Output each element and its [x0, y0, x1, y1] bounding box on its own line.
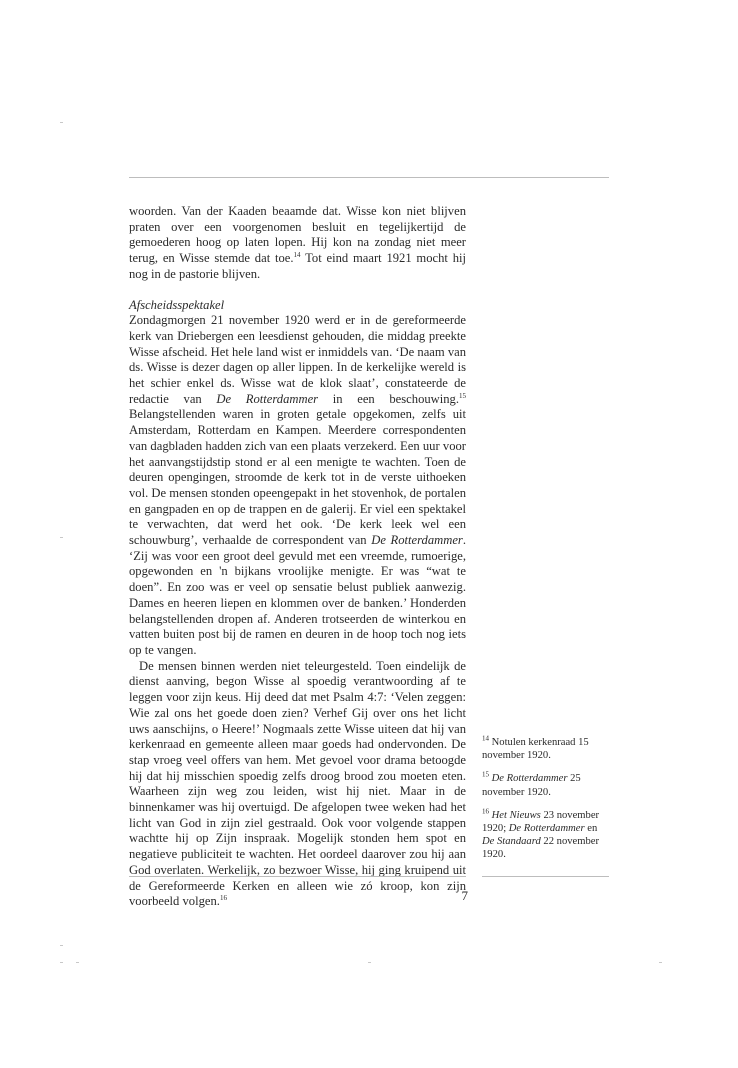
footnote-ref-15: 15 [459, 391, 466, 400]
crop-mark [60, 945, 63, 946]
section-gap [129, 283, 466, 298]
page-number: 7 [461, 888, 468, 903]
paragraph-2-text-d: . ‘Zij was voor een groot deel gevuld met een vreemde, rumoerige, opgewonden en 'n bijkans vroolijke menigte. Er was “wat te doen”. En zoo was er veel op sensatie belust publiek aanwezig. Dames en heeren liepen en klommen over de banken.’ Honderden belangstellenden dropen af. Anderen trotseerden de winterkou en vatten buiten post bij de ramen en deuren in de hoop toch nog iets op te vangen. [129, 533, 466, 657]
footer-rule-main [129, 876, 466, 877]
footnote-15 [482, 772, 610, 798]
crop-mark [60, 962, 63, 963]
footnote-16-text-2: en [584, 823, 598, 835]
paragraph-2-text-a: Zondagmorgen 21 november 1920 werd er in de gereformeerde kerk van Driebergen een leesdienst gehouden, die middag preekte Wisse afscheid. Het hele land wist er inmiddels van. ‘De naam van ds. Wisse is dezer dagen op aller lippen. In de kerkelijke wereld is het schier enkel ds. Wisse wat de klok slaat’, constateerde de redactie van [129, 313, 466, 406]
footnote-ref-16: 16 [219, 894, 227, 903]
crop-mark [368, 962, 371, 963]
crop-mark [60, 122, 63, 123]
footnotes-column [482, 736, 610, 872]
main-text-column [129, 204, 466, 910]
footnote-ref-14: 14 [293, 250, 301, 259]
footnote-16-text-1: 23 november 1920; [482, 809, 600, 835]
paragraph-1 [129, 204, 466, 283]
crop-mark [76, 962, 79, 963]
footnote-14-number: 14 [482, 734, 489, 743]
paragraph-1-text: woorden. Van der Kaaden beaamde dat. Wisse kon niet blijven praten over een voorgenomen besluit en tegelijkertijd de gemoederen hoog op laten lopen. Hij kon na zondag niet meer terug, en Wisse stemde dat toe. [129, 204, 466, 266]
footnote-16-title-3: De Standaard [482, 836, 541, 848]
paragraph-3-text: De mensen binnen werden niet teleurgesteld. Toen eindelijk de dienst aanving, begon Wisse al spoedig verantwoording af te leggen voor zijn keus. Hij deed dat met Psalm 4:7: ‘Velen zeggen: Wie zal ons het goede doen zien? Verhef Gij over ons het licht uws aanschijns, o Heere!’ Nogmaals zette Wisse uiteen dat hij van kerkenraad en gemeente alleen maar goeds had ondervonden. De stap vroeg veel offers van hem. Met gevoel voor drama betoogde hij dat hij misschien spoedig zelfs droog brood zou moeten eten. Waarheen zijn weg zou leiden, wist hij niet. Maar in de binnenkamer was hij overtuigd. De afgelopen twee weken had het licht van God in zijn ziel gestraald. Ook voor volgende stappen wachtte hij op Zijn inspraak. Mogelijk stonden hem spot en negatieve publiciteit te wachten. Het oordeel daarover zou hij aan God overlaten. Werkelijk, zo bezwoer Wisse, hij ging kruipend uit de Gereformeerde Kerken en alleen wie zó kroop, kon zijn voorbeeld volgen. [129, 658, 466, 909]
section-heading: Afscheidsspektakel [129, 297, 225, 312]
footnote-16-title-1: Het Nieuws [491, 809, 541, 821]
footnote-16-number: 16 [482, 807, 489, 816]
crop-mark [60, 537, 63, 538]
footnote-16 [482, 809, 610, 862]
paragraph-2-title-1: De Rotterdammer [216, 391, 319, 406]
header-rule [129, 177, 609, 178]
crop-mark [659, 962, 662, 963]
footnote-16-text-3: 22 november 1920. [482, 836, 600, 861]
footnote-15-number: 15 [482, 770, 489, 779]
footnote-15-title: De Rotterdammer [491, 773, 568, 785]
footnote-14-text: Notulen kerkenraad 15 november 1920. [482, 737, 589, 762]
paragraph-2-title-2: De Rotterdammer [371, 533, 463, 548]
paragraph-2 [129, 313, 466, 658]
paragraph-2-text-b: in een beschouwing. [318, 391, 459, 406]
footnote-14 [482, 736, 610, 762]
footnote-16-title-2: De Rotterdammer [508, 823, 585, 835]
paragraph-2-text-c: Belangstellenden waren in groten getale opgekomen, zelfs uit Amsterdam, Rotterdam en Kampen. Meerdere correspondenten van dagbladen hadden zich van een plaats verzekerd. Een uur voor het aanvangstijdstip stond er al een menigte te wachten. Toen de deuren opengingen, stroomde de kerk tot in de verste uithoeken vol. De mensen stonden opeengepakt in het stovenhok, de portalen en gangpaden en op de trappen en de galerij. Er viel een spektakel te verwachten, dat werd het ook. ‘De kerk leek wel een schouwburg’, verhaalde de correspondent van [129, 407, 466, 548]
footnote-15-text: 25 november 1920. [482, 773, 581, 798]
paragraph-3 [129, 659, 466, 910]
footer-rule-notes [482, 876, 609, 877]
paragraph-1-tail: Tot eind maart 1921 mocht hij nog in de pastorie blijven. [129, 251, 466, 281]
